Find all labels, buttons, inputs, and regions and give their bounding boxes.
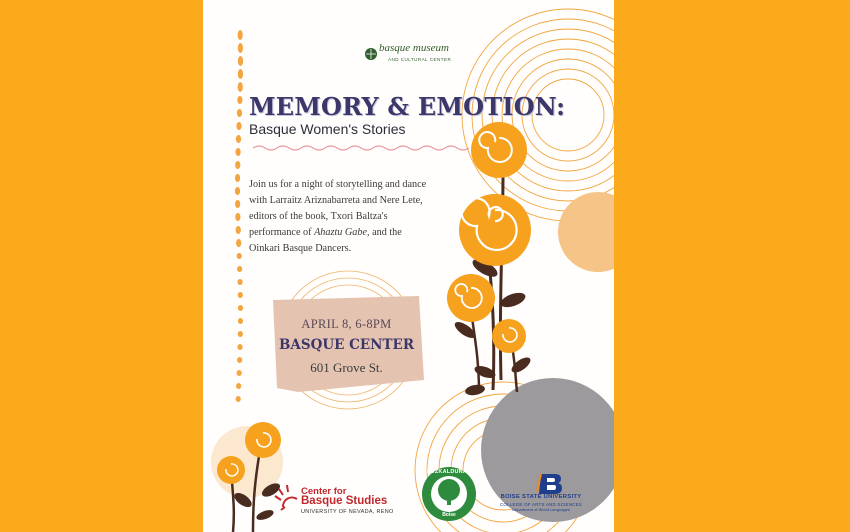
flower-bouquet-left: [211, 422, 283, 532]
dot-mark: [238, 56, 243, 66]
cbs-line1: Center for: [301, 486, 347, 497]
poster-artwork: [203, 0, 614, 532]
dot-mark: [238, 305, 243, 311]
description-line: [249, 225, 479, 241]
dot-mark: [237, 357, 242, 363]
dot-mark: [237, 266, 242, 272]
dot-mark: [237, 279, 242, 285]
dot-mark: [236, 135, 241, 143]
event-poster: [203, 0, 614, 532]
bsu-b-icon: [537, 474, 562, 494]
wavy-underline: [253, 146, 469, 150]
flower-bouquet-right: [447, 122, 533, 397]
description-line: editors of the book, Txori Baltza's: [249, 211, 388, 222]
event-date: APRIL 8, 6-8PM: [301, 317, 392, 331]
description-text: performance of: [249, 227, 315, 238]
bsu-line2: COLLEGE OF ARTS AND SCIENCES: [499, 502, 583, 507]
description-line: Oinkari Basque Dancers.: [249, 243, 352, 254]
dot-mark: [236, 239, 241, 247]
event-description: [249, 177, 479, 257]
dot-mark: [237, 344, 242, 350]
museum-logo-name: basque museum: [379, 42, 449, 54]
description-line: with Larraitz Ariznabarreta and Nere Lete,: [249, 195, 423, 206]
euzkaldunak-name: EUZKALDUNAK: [426, 469, 472, 475]
dot-mark: [236, 226, 241, 234]
dot-mark: [235, 148, 240, 156]
dot-mark: [238, 331, 243, 337]
dot-mark: [238, 292, 243, 298]
dot-mark: [238, 318, 243, 324]
poster-subtitle: Basque Women's Stories: [249, 121, 406, 137]
cbs-line3: UNIVERSITY OF NEVADA, RENO: [301, 509, 394, 515]
dot-mark: [235, 161, 240, 169]
euzkaldunak-city: Boise: [442, 512, 456, 518]
dot-mark: [235, 200, 240, 208]
dot-mark: [237, 370, 242, 376]
dot-mark: [238, 43, 243, 53]
dotted-line-decoration: [235, 30, 243, 402]
description-line: Join us for a night of storytelling and dance: [249, 179, 427, 190]
poster-title: MEMORY & EMOTION:: [249, 92, 566, 121]
dot-mark: [237, 253, 242, 259]
dot-mark: [235, 187, 240, 195]
dot-mark: [237, 96, 242, 104]
performance-title: Ahaztu Gabe,: [314, 227, 370, 238]
museum-logo: [366, 42, 466, 66]
dot-mark: [235, 213, 240, 221]
bsu-line3: Department of World Languages: [512, 507, 570, 512]
dot-mark: [236, 383, 241, 389]
dot-mark: [238, 82, 243, 92]
dot-mark: [238, 30, 243, 40]
dot-mark: [237, 109, 242, 117]
dot-mark: [235, 174, 240, 182]
description-text: and the: [369, 227, 402, 238]
event-venue: BASQUE CENTER: [278, 337, 415, 353]
bsu-line1: BOISE STATE UNIVERSITY: [500, 494, 582, 500]
event-address: 601 Grove St.: [310, 360, 383, 375]
dot-mark: [236, 122, 241, 130]
peach-circle: [558, 192, 614, 272]
museum-logo-subtitle: AND CULTURAL CENTER: [388, 57, 452, 62]
dot-mark: [236, 396, 241, 402]
cbs-line2: Basque Studies: [301, 495, 388, 507]
dot-mark: [238, 69, 243, 79]
bsu-logo: [491, 494, 591, 512]
